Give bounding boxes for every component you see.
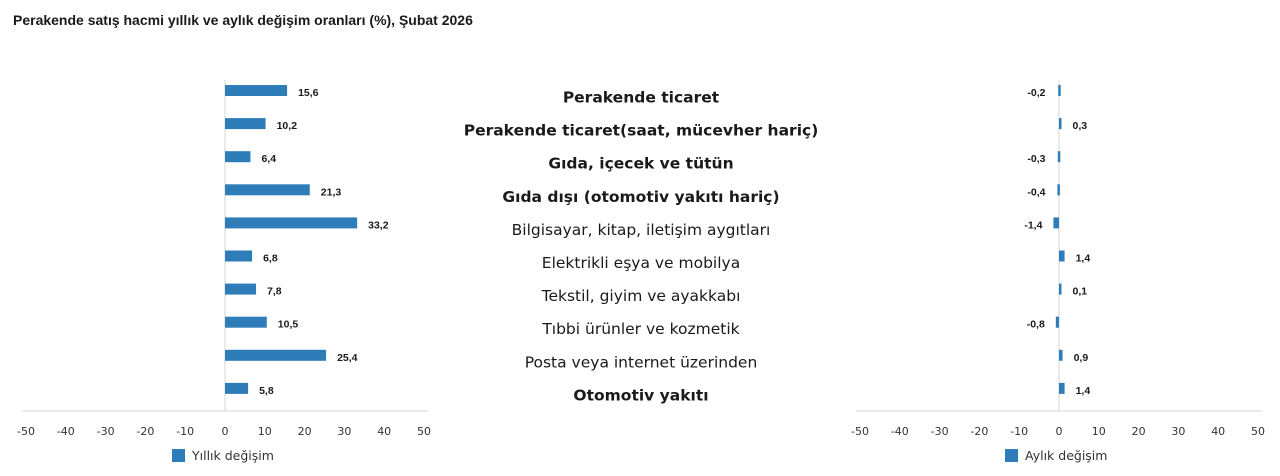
bar-aylik bbox=[1056, 317, 1059, 328]
data-label-yillik: 10,2 bbox=[276, 120, 298, 133]
data-label-aylik: -0,3 bbox=[1027, 153, 1046, 166]
tick-label-aylik: 30 bbox=[1171, 425, 1186, 438]
data-label-aylik: 1,4 bbox=[1075, 384, 1091, 397]
tick-label-yillik: -10 bbox=[176, 425, 195, 438]
tick-label-yillik: 10 bbox=[257, 425, 272, 438]
category-label: Otomotiv yakıtı bbox=[573, 386, 709, 405]
category-label: Tekstil, giyim ve ayakkabı bbox=[541, 287, 741, 306]
bar-aylik bbox=[1059, 118, 1062, 129]
tick-label-aylik: -50 bbox=[851, 425, 869, 438]
category-label: Perakende ticaret bbox=[562, 88, 720, 107]
data-label-yillik: 10,5 bbox=[277, 318, 299, 331]
tick-label-yillik: -30 bbox=[96, 425, 115, 438]
legend-label-yillik: Yıllık değişim bbox=[192, 448, 274, 463]
bar-aylik bbox=[1057, 184, 1060, 195]
tick-label-aylik: -30 bbox=[930, 425, 949, 438]
data-label-aylik: -1,4 bbox=[1024, 219, 1043, 232]
tick-label-aylik: -20 bbox=[970, 425, 989, 438]
tick-label-aylik: 50 bbox=[1251, 425, 1265, 438]
tick-label-yillik: 20 bbox=[297, 425, 312, 438]
tick-label-aylik: 40 bbox=[1211, 425, 1226, 438]
legend-swatch-aylik bbox=[1005, 449, 1018, 462]
tick-label-aylik: -40 bbox=[890, 425, 909, 438]
bar-yillik bbox=[225, 217, 357, 228]
chart-title: Perakende satış hacmi yıllık ve aylık değişim oranları (%), Şubat 2026 bbox=[13, 12, 473, 28]
data-label-aylik: -0,2 bbox=[1027, 87, 1046, 99]
category-label: Elektrikli eşya ve mobilya bbox=[541, 254, 741, 272]
bar-yillik bbox=[225, 118, 266, 129]
data-label-yillik: 6,4 bbox=[261, 153, 277, 166]
data-label-aylik: 0,3 bbox=[1072, 120, 1088, 133]
tick-label-aylik: 10 bbox=[1091, 425, 1106, 438]
category-label: Gıda dışı (otomotiv yakıtı hariç) bbox=[502, 187, 780, 206]
tick-label-yillik: 0 bbox=[221, 425, 229, 438]
bar-aylik bbox=[1053, 217, 1059, 228]
category-label: Gıda, içecek ve tütün bbox=[548, 154, 734, 173]
bar-aylik bbox=[1058, 151, 1061, 162]
category-label: Bilgisayar, kitap, iletişim aygıtları bbox=[511, 220, 771, 239]
tick-label-aylik: -10 bbox=[1010, 425, 1029, 438]
data-label-aylik: 1,4 bbox=[1075, 252, 1091, 265]
bar-yillik bbox=[225, 383, 248, 394]
data-label-aylik: -0,4 bbox=[1027, 186, 1046, 199]
bar-yillik bbox=[225, 151, 250, 162]
data-label-yillik: 21,3 bbox=[320, 186, 342, 199]
data-label-yillik: 25,4 bbox=[337, 351, 358, 364]
tick-label-yillik: -20 bbox=[136, 425, 155, 438]
bar-yillik bbox=[225, 284, 256, 295]
data-label-yillik: 15,6 bbox=[298, 87, 319, 99]
tick-label-yillik: 50 bbox=[417, 425, 431, 438]
tick-label-yillik: -50 bbox=[17, 425, 35, 438]
bar-aylik bbox=[1059, 284, 1062, 295]
tick-label-aylik: 20 bbox=[1131, 425, 1146, 438]
bar-aylik bbox=[1059, 251, 1065, 262]
legend-swatch-yillik bbox=[172, 449, 185, 462]
data-label-aylik: -0,8 bbox=[1026, 318, 1045, 331]
legend-label-aylik: Aylık değişim bbox=[1025, 448, 1108, 463]
category-label: Tıbbi ürünler ve kozmetik bbox=[542, 320, 740, 339]
category-label: Posta veya internet üzerinden bbox=[524, 353, 758, 372]
tick-label-aylik: 0 bbox=[1055, 425, 1063, 438]
bar-yillik bbox=[225, 251, 252, 262]
bar-yillik bbox=[225, 350, 326, 361]
tick-label-yillik: 40 bbox=[377, 425, 392, 438]
data-label-yillik: 6,8 bbox=[263, 252, 278, 265]
category-label: Perakende ticaret(saat, mücevher hariç) bbox=[463, 121, 819, 140]
bar-aylik bbox=[1058, 85, 1061, 96]
tick-label-yillik: -40 bbox=[56, 425, 75, 438]
data-label-yillik: 5,8 bbox=[259, 384, 274, 397]
bar-aylik bbox=[1059, 350, 1063, 361]
data-label-aylik: 0,1 bbox=[1072, 285, 1088, 298]
tick-label-yillik: 30 bbox=[337, 425, 352, 438]
data-label-yillik: 33,2 bbox=[368, 219, 389, 232]
bar-yillik bbox=[225, 317, 267, 328]
bar-yillik bbox=[225, 184, 310, 195]
data-label-aylik: 0,9 bbox=[1073, 351, 1089, 364]
bar-yillik bbox=[225, 85, 287, 96]
bar-aylik bbox=[1059, 383, 1065, 394]
data-label-yillik: 7,8 bbox=[267, 285, 282, 298]
